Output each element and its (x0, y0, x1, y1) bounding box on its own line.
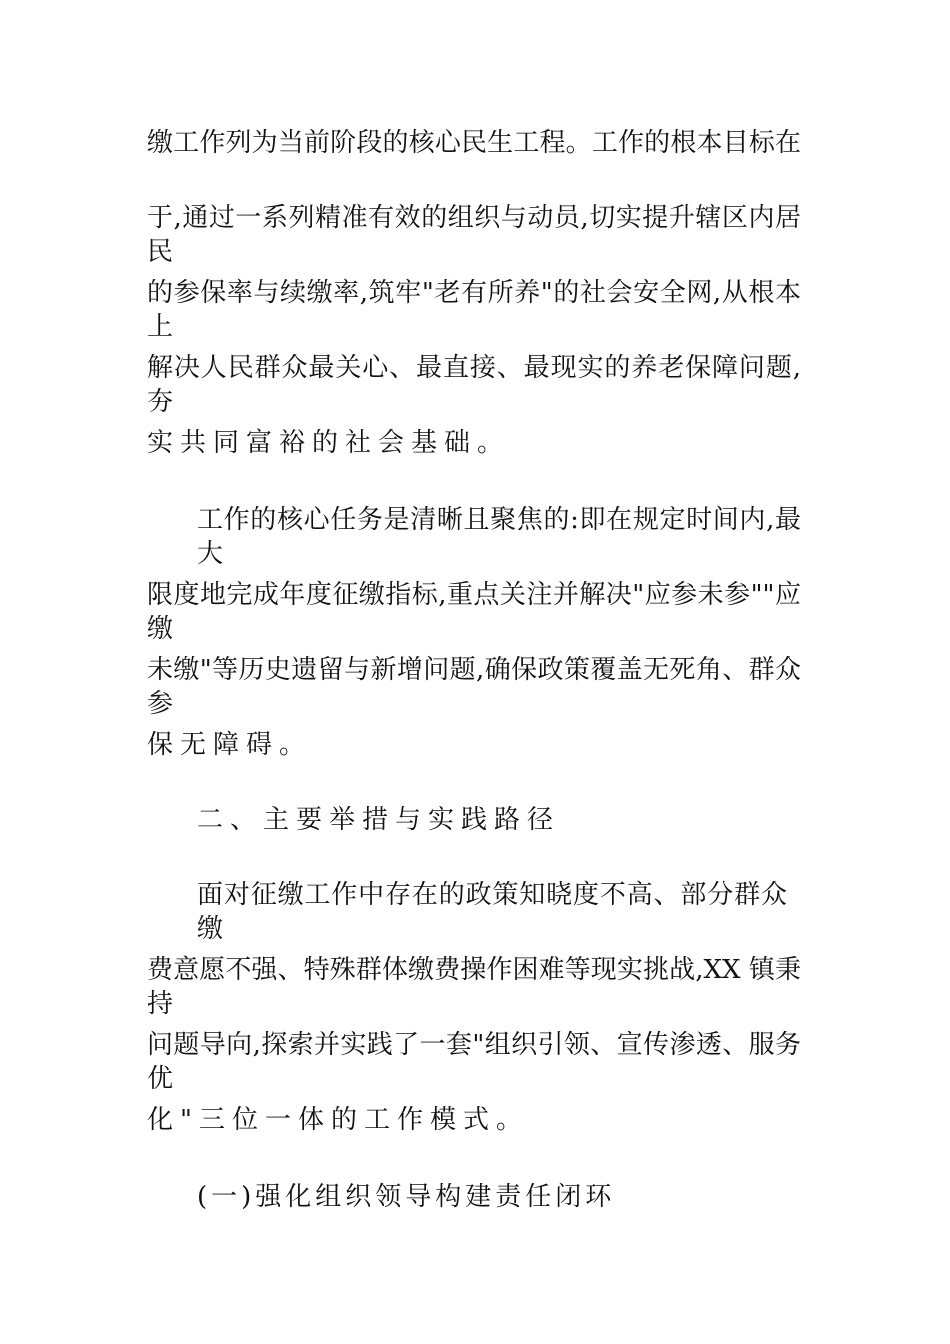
text-line: 问题导向,探索并实践了一套"组织引领、宣传渗透、服务优 (147, 1030, 801, 1094)
text-line: 工作的核心任务是清晰且聚焦的:即在规定时间内,最大 (197, 505, 801, 569)
text-line: 缴工作列为当前阶段的核心民生工程。工作的根本目标在 (147, 128, 801, 158)
subsection-heading: (一)强化组织领导构建责任闭环 (197, 1182, 616, 1212)
section-heading: 二、主要举措与实践路径 (197, 805, 561, 835)
text-line: 未缴"等历史遗留与新增问题,确保政策覆盖无死角、群众参 (147, 655, 801, 719)
text-line: 保无障碍。 (147, 730, 313, 760)
text-line: 于,通过一系列精准有效的组织与动员,切实提升辖区内居民 (147, 203, 801, 267)
text-line: 费意愿不强、特殊群体缴费操作困难等现实挑战,XX 镇秉持 (147, 955, 801, 1019)
text-line: 的参保率与续缴率,筑牢"老有所养"的社会安全网,从根本上 (147, 278, 801, 342)
text-line: 限度地完成年度征缴指标,重点关注并解决"应参未参""应缴 (147, 580, 801, 644)
text-line: 化"三位一体的工作模式。 (147, 1105, 529, 1135)
text-line: 实共同富裕的社会基础。 (147, 428, 511, 458)
text-line: 解决人民群众最关心、最直接、最现实的养老保障问题,夯 (147, 353, 801, 417)
text-line: 面对征缴工作中存在的政策知晓度不高、部分群众缴 (197, 880, 787, 944)
